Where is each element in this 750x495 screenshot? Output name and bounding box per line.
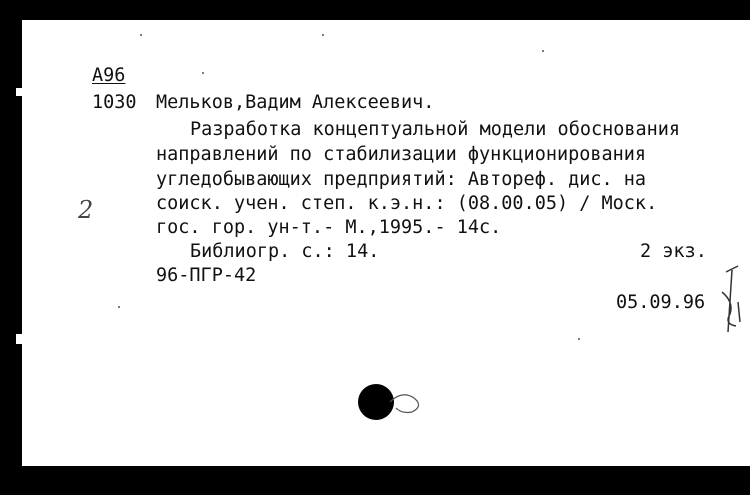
registration-code: 96-ПГР-42: [156, 265, 257, 286]
description-line: направлений по стабилизации функционирования: [156, 144, 647, 165]
paper-speck: [202, 72, 204, 74]
catalog-card: [22, 20, 750, 466]
paper-speck: [140, 34, 142, 36]
copies-count: 2 экз.: [640, 241, 707, 262]
ink-smudge: [388, 386, 428, 416]
handwritten-mark: 2: [78, 196, 94, 224]
bibliography-note: Библиогр. с.: 14.: [190, 241, 380, 262]
paper-speck: [578, 338, 580, 340]
paper-speck: [542, 50, 544, 52]
paper-speck: [322, 34, 324, 36]
date-stamp: 05.09.96: [616, 292, 706, 313]
handwritten-scribble: [718, 262, 750, 342]
description-line: угледобывающих предприятий: Автореф. дис. на: [156, 169, 647, 190]
description-line: соиск. учен. степ. к.э.н.: (08.00.05) / Моск.: [156, 193, 658, 214]
author-name: Мельков,Вадим Алексеевич.: [156, 92, 435, 113]
card-number: 1030: [92, 92, 137, 113]
description-line: гос. гор. ун-т.- М.,1995.- 14с.: [156, 217, 502, 238]
description-line: Разработка концептуальной модели обоснования: [190, 119, 681, 140]
paper-speck: [118, 306, 120, 308]
shelf-mark: А96: [92, 65, 126, 86]
